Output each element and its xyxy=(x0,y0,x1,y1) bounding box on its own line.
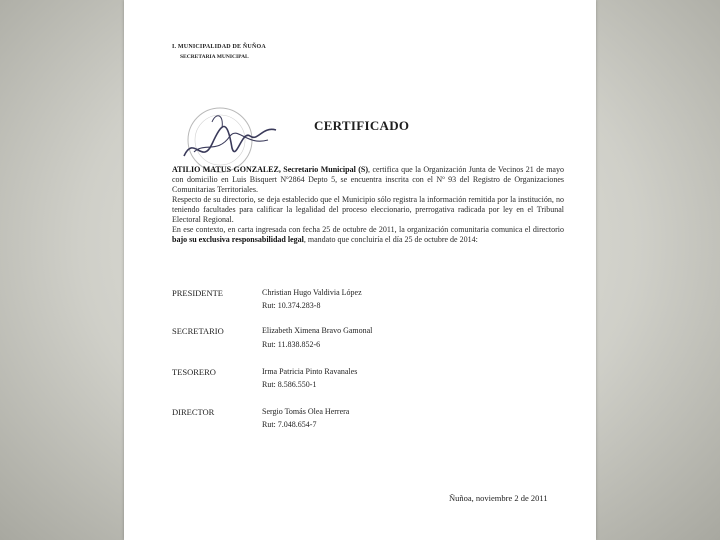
director-name: Sergio Tomás Olea Herrera xyxy=(262,407,350,416)
issue-date: Ñuñoa, noviembre 2 de 2011 xyxy=(449,493,548,503)
director-rut: Rut: 7.048.654-7 xyxy=(262,420,317,429)
municipality-header: I. MUNICIPALIDAD DE ÑUÑOA xyxy=(172,44,266,50)
role-president: PRESIDENTE xyxy=(172,288,223,298)
paragraph-certification: ATILIO MATUS GONZALEZ, Secretario Municipal (S), certifica que la Organización Junta de Vecinos 21 de mayo con domicilio en Luis Bisquert Nº2864 Depto 5, se encuentra inscrita con el Nº 93 del Registro de Organizaciones Comunitarias Territoriales. xyxy=(172,165,564,194)
certificate-body xyxy=(172,165,564,245)
president-rut: Rut: 10.374.283-8 xyxy=(262,301,321,310)
treasurer-name: Irma Patricia Pinto Ravanales xyxy=(262,367,358,376)
legal-responsibility-emphasis: bajo su exclusiva responsabilidad legal xyxy=(172,235,304,244)
department-header: SECRETARIA MUNICIPAL xyxy=(180,54,249,60)
role-treasurer: TESORERO xyxy=(172,367,216,377)
paragraph-directorate: Respecto de su directorio, se deja establecido que el Municipio sólo registra la información remitida por la institución, no teniendo facultades para calificar la legalidad del proceso eleccionario, prerrogativa radicada por ley en el Tribunal Electoral Regional. xyxy=(172,195,564,224)
signature-seal-icon xyxy=(172,96,282,174)
secretary-member-name: Elizabeth Ximena Bravo Gamonal xyxy=(262,326,373,335)
paragraph-context: En ese contexto, en carta ingresada con fecha 25 de octubre de 2011, la organización comunitaria comunica el directorio bajo su exclusiva responsabilidad legal, mandato que concluiría el día 25 de octubre de 2014: xyxy=(172,225,564,244)
role-secretary: SECRETARIO xyxy=(172,326,224,336)
role-director: DIRECTOR xyxy=(172,407,215,417)
secretary-rut: Rut: 11.838.852-6 xyxy=(262,340,321,349)
treasurer-rut: Rut: 8.586.550-1 xyxy=(262,380,317,389)
document-title: CERTIFICADO xyxy=(314,118,410,133)
secretary-name: ATILIO MATUS GONZALEZ, Secretario Municipal (S) xyxy=(172,165,369,174)
president-name: Christian Hugo Valdivia López xyxy=(262,288,362,297)
certificate-page xyxy=(124,0,596,540)
